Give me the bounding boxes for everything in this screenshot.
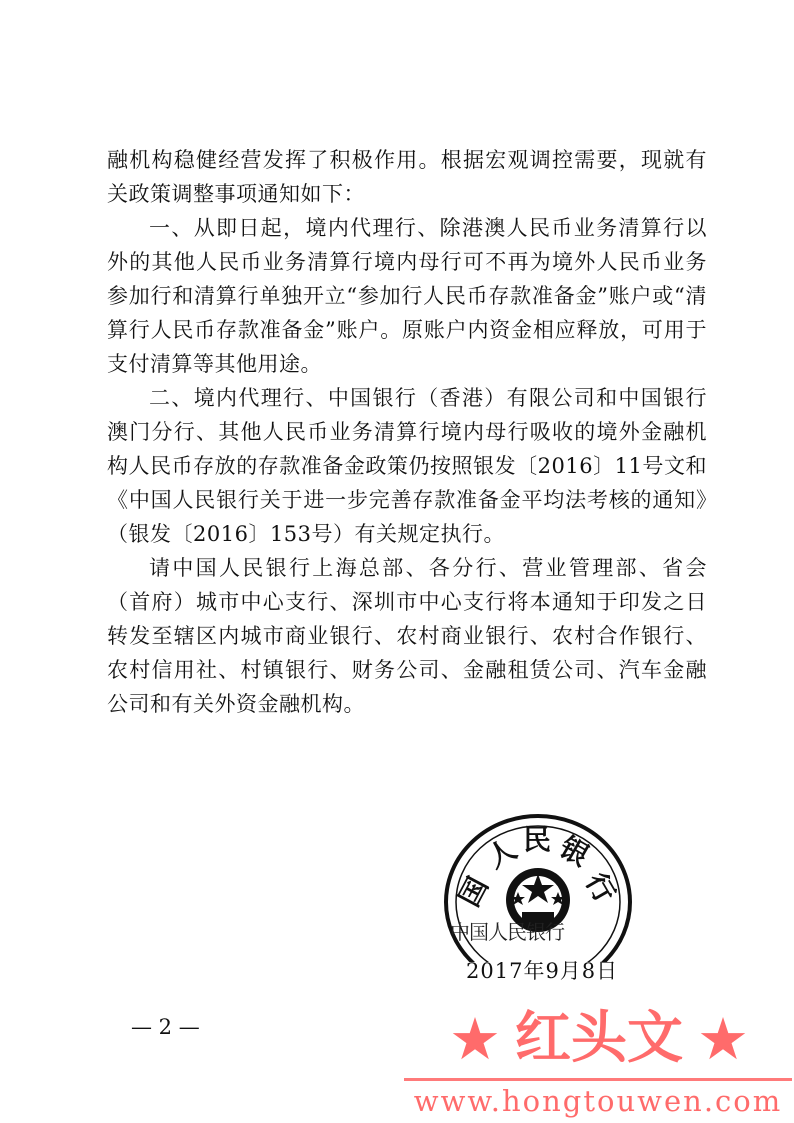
seal-char: 人	[481, 832, 523, 875]
seal-char: 行	[579, 867, 622, 909]
star-icon: ★	[449, 1005, 501, 1073]
watermark-url: www.hongtouwen.com	[413, 1084, 783, 1118]
page-number: — 2 —	[131, 1015, 200, 1039]
watermark-title-row	[416, 1006, 782, 1072]
notice-body	[107, 143, 707, 721]
paragraph-intro: 融机构稳健经营发挥了积极作用。根据宏观调控需要，现就有关政策调整事项通知如下：	[107, 148, 707, 206]
paragraph-item-2: 二、境内代理行、中国银行（香港）有限公司和中国银行澳门分行、其他人民币业务清算行境内母行吸收的境外金融机构人民币存放的存款准备金政策仍按照银发〔2016〕11号文和《中国人民银行关于进一步完善存款准备金平均法考核的通知》（银发〔2016〕153号）有关规定执行。	[107, 386, 707, 546]
official-seal	[438, 812, 636, 962]
seal-char: 国	[452, 871, 495, 912]
issue-date: 2017年9月8日	[466, 959, 619, 983]
seal-char: 银	[553, 830, 595, 873]
seal-char: 民	[523, 823, 552, 856]
site-watermark	[404, 1004, 792, 1120]
star-icon: ★	[697, 1005, 749, 1073]
watermark-title: 红头文	[515, 1006, 683, 1071]
watermark-divider	[404, 1078, 792, 1081]
paragraph-instruction: 请中国人民银行上海总部、各分行、营业管理部、省会（首府）城市中心支行、深圳市中心支行将本通知于印发之日转发至辖区内城市商业银行、农村商业银行、农村合作银行、农村信用社、村镇银行、财务公司、金融租赁公司、汽车金融公司和有关外资金融机构。	[107, 556, 707, 716]
paragraph-item-1: 一、从即日起，境内代理行、除港澳人民币业务清算行以外的其他人民币业务清算行境内母行可不再为境外人民币业务参加行和清算行单独开立“参加行人民币存款准备金”账户或“清算行人民币存款准备金”账户。原账户内资金相应释放，可用于支付清算等其他用途。	[107, 216, 707, 376]
issuer-name: 中国人民银行	[450, 920, 564, 944]
